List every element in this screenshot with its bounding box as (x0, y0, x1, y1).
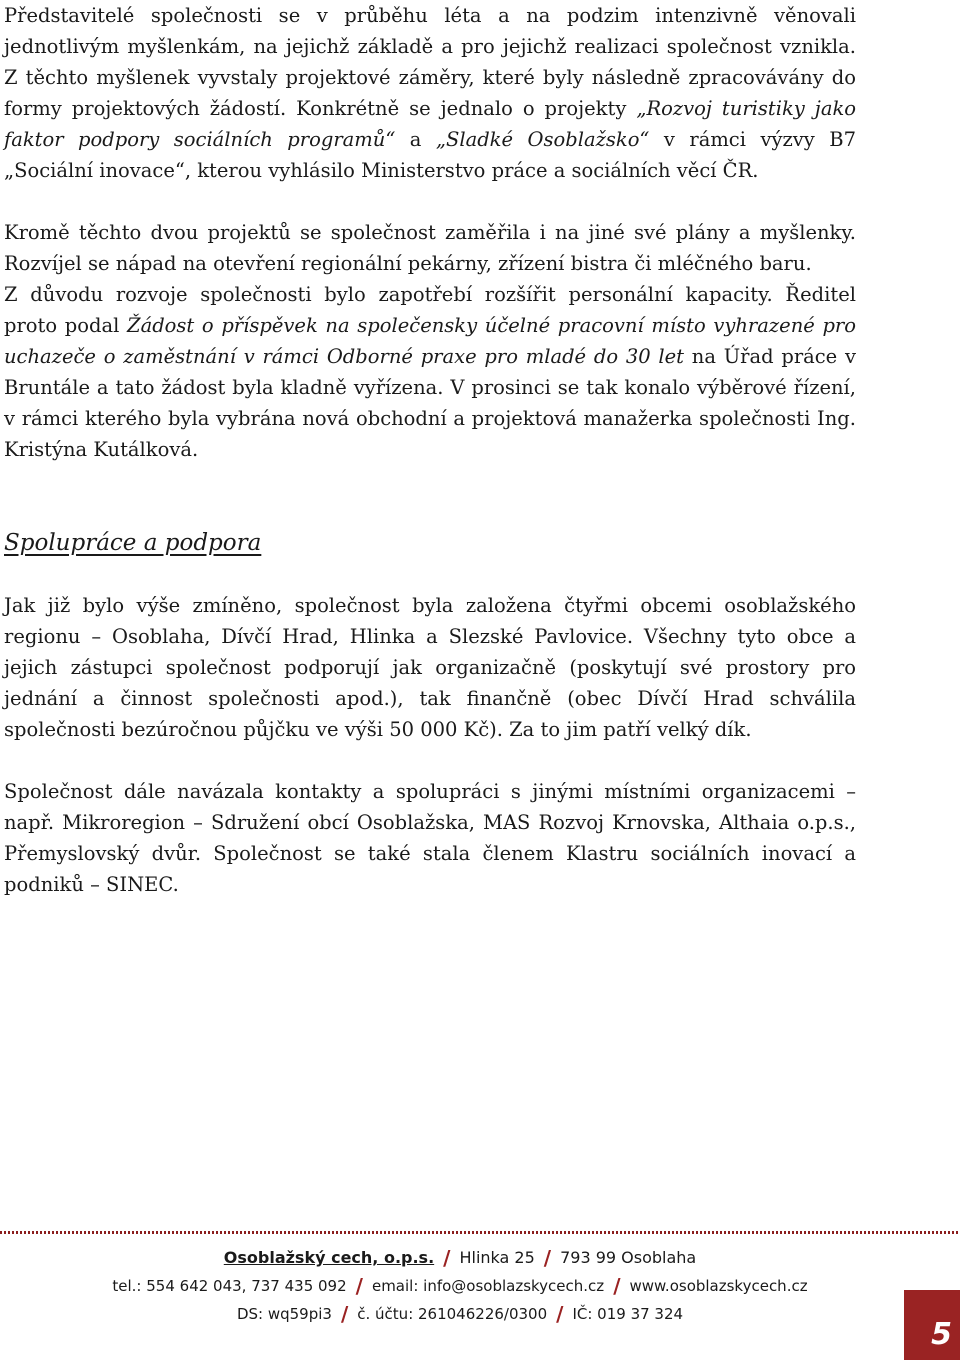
project-title-sladke-osoblazsko: „Sladké Osoblažsko“ (435, 128, 650, 151)
section-heading: Spolupráce a podpora (4, 530, 262, 556)
separator: / (613, 1274, 621, 1298)
footer-address-row (0, 1244, 920, 1268)
paragraph-founders: Jak již bylo výše zmíněno, společnost byla založena čtyřmi obcemi osoblažského regionu – Osoblaha, Dívčí Hrad, Hlinka a Slezské Pavlovice. Všechny tyto obce a jejich zástupci společnost podporují jak organizačně (poskytují své prostory pro jednání a činnost společnosti apod.), tak finančně (obec Dívčí Hrad schválila společnosti bezúročnou půjčku ve výši 50 000 Kč). Za to jim patří velký dík. (4, 594, 856, 741)
project-title-tourism: „Rozvoj turistiky jako faktor podpory sociálních programů“ (4, 97, 856, 151)
separator: / (355, 1274, 363, 1298)
paragraph-partners: Společnost dále navázala kontakty a spolupráci s jinými místními organizacemi – např. Mikroregion – Sdružení obcí Osoblažska, MAS Rozvoj Krnovska, Althaia o.p.s., Přemyslovský dvůr. Společnost se také stala členem Klastru sociálních inovací a podniků – SINEC. (4, 780, 856, 896)
footer-contact-row (0, 1272, 920, 1296)
footer-street: Hlinka 25 (459, 1248, 535, 1267)
separator: / (543, 1246, 552, 1270)
paragraph-text: na Úřad práce v Bruntále a tato žádost byla kladně vyřízena. V prosinci se tak konalo výběrové řízení, v rámci kterého byla vybrána nová obchodní a projektová manažerka společnosti Ing. Kristýna Kutálková. (4, 345, 856, 461)
separator: / (443, 1246, 451, 1270)
footer-company-link[interactable]: Osoblažský cech, o.p.s. (223, 1248, 435, 1267)
document-body (4, 0, 856, 900)
paragraph-staff (4, 279, 856, 465)
separator: / (556, 1302, 564, 1326)
footer-ds: DS: wq59pi3 (236, 1305, 332, 1323)
paragraph-text: Z důvodu rozvoje společnosti bylo zapotřebí rozšířit personální kapacity. Ředitel proto podal (4, 283, 856, 337)
footer-web-link[interactable]: www.osoblazskycech.cz (629, 1277, 808, 1295)
footer-email[interactable]: email: info@osoblazskycech.cz (371, 1277, 605, 1295)
footer-city: 793 99 Osoblaha (560, 1248, 697, 1267)
application-title: Žádost o příspěvek na společensky účelné pracovní místo vyhrazené pro uchazeče o zaměstnání v rámci Odborné praxe pro mladé do 30 let (4, 314, 856, 368)
paragraph-text: Představitelé společnosti se v průběhu léta a na podzim intenzivně věnovali jednotlivým myšlenkám, na jejichž základě a pro jejichž realizaci společnost vznikla. Z těchto myšlenek vyvstaly projektové záměry, které byly následně zpracovávány do formy projektových žádostí. Konkrétně se jednalo o projekty (4, 4, 856, 120)
separator: / (340, 1302, 349, 1326)
footer-ic: IČ: 019 37 324 (572, 1305, 684, 1323)
footer-phone: tel.: 554 642 043, 737 435 092 (112, 1277, 347, 1295)
footer-ids-row (0, 1300, 920, 1324)
page-number: 5 (904, 1290, 960, 1360)
footer-divider (0, 1231, 960, 1234)
paragraph-plans: Kromě těchto dvou projektů se společnost zaměřila i na jiné své plány a myšlenky. Rozvíjel se nápad na otevření regionální pekárny, zřízení bistra či mléčného baru. (4, 221, 856, 275)
paragraph-text: a (395, 128, 436, 151)
paragraph-text: v rámci výzvy B7 „Sociální inovace“, kterou vyhlásilo Ministerstvo práce a sociálních věcí ČR. (4, 128, 856, 182)
footer-account: č. účtu: 261046226/0300 (357, 1305, 548, 1323)
paragraph-projects (4, 0, 856, 186)
